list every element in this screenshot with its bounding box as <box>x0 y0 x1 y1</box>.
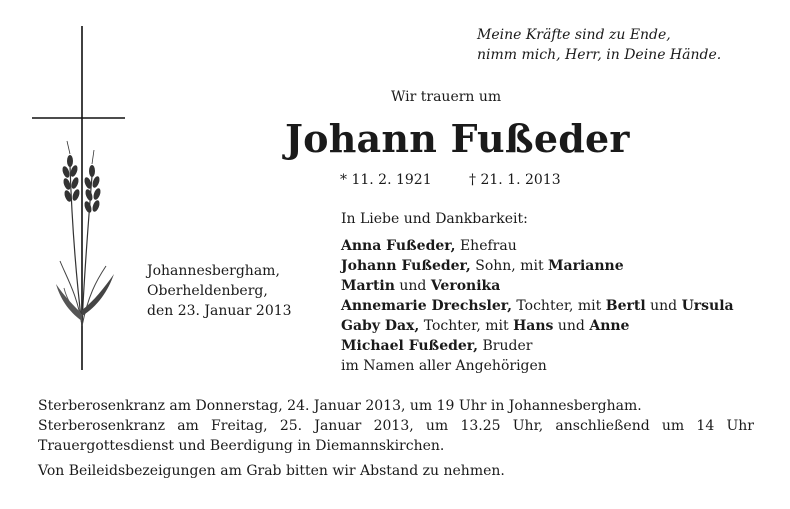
death-date: † 21. 1. 2013 <box>469 172 561 188</box>
mourner-name: Martin <box>341 278 395 294</box>
intro-text: Wir trauern um <box>391 89 502 105</box>
mourner-name: Veronika <box>430 278 501 294</box>
mourner-line <box>341 296 734 316</box>
place-line-2: Oberheldenberg, <box>147 283 268 299</box>
place-date: den 23. Januar 2013 <box>147 303 292 319</box>
mourner-line <box>341 276 500 296</box>
condolence-note: Von Beileidsbezeigungen am Grab bitten wir Abstand zu nehmen. <box>38 463 505 479</box>
mourner-relation: Bruder <box>478 338 533 354</box>
quote-line-1: Meine Kräfte sind zu Ende, <box>477 27 671 43</box>
deceased-name: Johann Fußeder <box>285 116 630 161</box>
cross-with-wheat-icon <box>30 26 160 376</box>
rosary-thursday-text: Sterberosenkranz am Donnerstag, 24. Januar 2013, um 19 Uhr in Johannesbergham. <box>38 398 642 414</box>
mourner-name: Gaby Dax, <box>341 318 420 334</box>
mourner-line <box>341 256 624 276</box>
mourner-relation: und <box>645 298 682 314</box>
rosary-friday-text: Sterberosenkranz am Freitag, 25. Januar 2013, um 13.25 Uhr, anschließend um 14 Uhr <box>38 418 754 434</box>
quote-line-2: nimm mich, Herr, in Deine Hände. <box>477 47 722 63</box>
mourner-relation: Tochter, mit <box>419 318 514 334</box>
mourner-line <box>341 236 517 256</box>
place-line-1: Johannesbergham, <box>147 263 280 279</box>
mourner-name: Bertl <box>605 298 646 314</box>
mourner-name: Marianne <box>548 258 624 274</box>
mourner-name: Johann Fußeder, <box>341 258 471 274</box>
mourners-closing: im Namen aller Angehörigen <box>341 358 547 374</box>
mourner-name: Annemarie Drechsler, <box>341 298 512 314</box>
funeral-service-text: Trauergottesdienst und Beerdigung in Diemannskirchen. <box>38 438 445 454</box>
mourner-name: Anne <box>589 318 630 334</box>
mourner-name: Michael Fußeder, <box>341 338 479 354</box>
mourner-relation: und <box>394 278 431 294</box>
mourner-name: Anna Fußeder, <box>341 238 456 254</box>
mourner-name: Hans <box>513 318 554 334</box>
mourner-name: Ursula <box>681 298 734 314</box>
mourner-relation: Ehefrau <box>455 238 517 254</box>
mourner-relation: und <box>553 318 590 334</box>
mourners-intro: In Liebe und Dankbarkeit: <box>341 211 528 227</box>
birth-date: * 11. 2. 1921 <box>340 172 432 188</box>
mourner-relation: Tochter, mit <box>511 298 606 314</box>
mourner-line <box>341 336 532 356</box>
mourner-line <box>341 316 629 336</box>
mourner-relation: Sohn, mit <box>470 258 549 274</box>
